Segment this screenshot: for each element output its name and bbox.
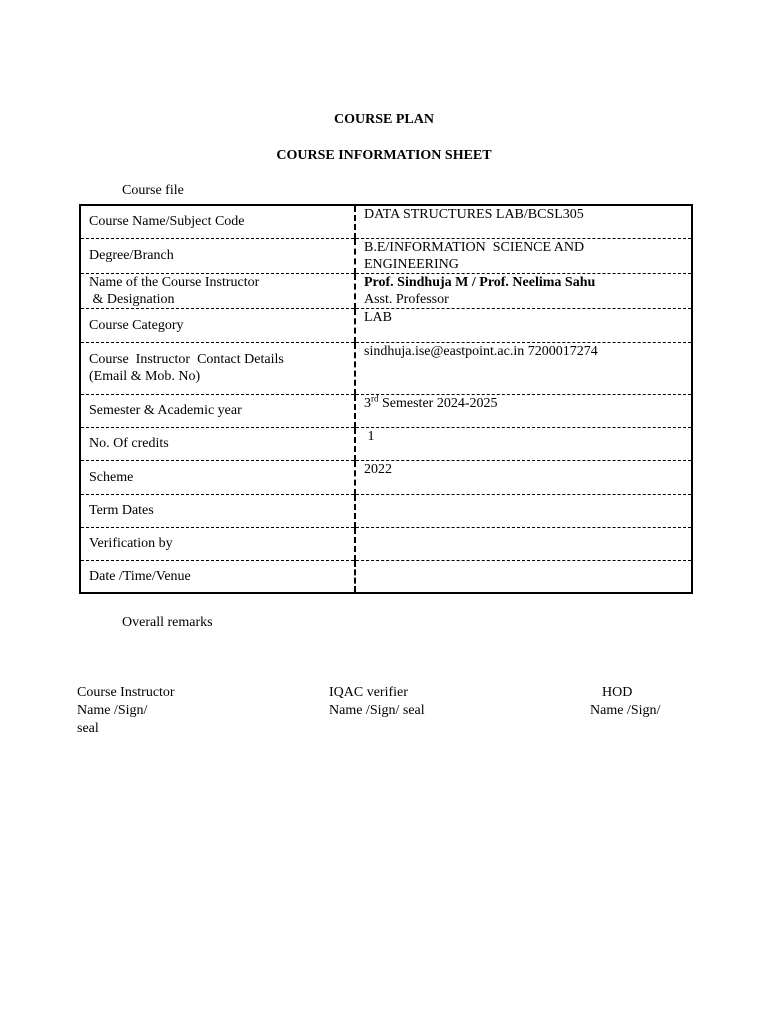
row-value-term-dates	[355, 494, 692, 527]
row-label-degree: Degree/Branch	[80, 238, 355, 273]
overall-remarks-label: Overall remarks	[122, 615, 213, 630]
instructor-designation: Asst. Professor	[364, 291, 449, 307]
table-row	[80, 427, 692, 460]
table-row	[80, 394, 692, 427]
row-label-category: Course Category	[80, 308, 355, 342]
row-value-course-name: DATA STRUCTURES LAB/BCSL305	[355, 205, 692, 238]
table-row	[80, 560, 692, 593]
contact-label-line-1: Course Instructor Contact Details	[89, 352, 284, 367]
row-value-degree	[355, 238, 692, 273]
row-label-contact	[80, 342, 355, 394]
row-label-credits: No. Of credits	[80, 427, 355, 460]
contact-label-line-2: (Email & Mob. No)	[89, 369, 201, 384]
table-row	[80, 205, 692, 238]
hod-signature-line-1: Name /Sign/	[590, 703, 661, 718]
row-value-category: LAB	[355, 308, 692, 342]
instructor-label-line-1: Name of the Course Instructor	[89, 274, 260, 290]
row-label-term-dates: Term Dates	[80, 494, 355, 527]
table-row	[80, 342, 692, 394]
row-value-contact: sindhuja.ise@eastpoint.ac.in 7200017274	[355, 342, 692, 394]
row-value-credits: 1	[355, 427, 692, 460]
course-info-table	[79, 204, 693, 594]
semester-number: 3	[364, 395, 371, 411]
row-label-scheme: Scheme	[80, 460, 355, 494]
semester-ordinal: rd	[371, 392, 379, 403]
iqac-signature-line-1: Name /Sign/ seal	[329, 703, 425, 718]
page-subtitle: COURSE INFORMATION SHEET	[276, 148, 492, 163]
row-value-venue	[355, 560, 692, 593]
hod-signature-title: HOD	[602, 685, 633, 700]
course-file-label: Course file	[122, 183, 184, 198]
row-label-venue: Date /Time/Venue	[80, 560, 355, 593]
row-label-verification: Verification by	[80, 527, 355, 560]
table-row	[80, 238, 692, 273]
instructor-signature-title: Course Instructor	[77, 685, 175, 700]
iqac-signature-title: IQAC verifier	[329, 685, 408, 700]
instructor-signature-line-2: seal	[77, 721, 99, 736]
row-value-instructor	[355, 273, 692, 308]
table-row	[80, 494, 692, 527]
table-row	[80, 527, 692, 560]
row-value-verification	[355, 527, 692, 560]
instructor-signature-line-1: Name /Sign/	[77, 703, 148, 718]
semester-text: Semester 2024-2025	[378, 395, 498, 411]
table-row	[80, 308, 692, 342]
degree-line-2: ENGINEERING	[364, 256, 459, 272]
row-label-instructor	[80, 273, 355, 308]
table-row	[80, 273, 692, 308]
instructor-names: Prof. Sindhuja M / Prof. Neelima Sahu	[364, 274, 596, 290]
row-label-semester: Semester & Academic year	[80, 394, 355, 427]
row-value-semester	[355, 394, 692, 427]
row-label-course-name: Course Name/Subject Code	[80, 205, 355, 238]
degree-line-1: B.E/INFORMATION SCIENCE AND	[364, 239, 585, 255]
instructor-label-line-2: & Designation	[89, 291, 175, 307]
table-row	[80, 460, 692, 494]
page-title: COURSE PLAN	[334, 112, 434, 127]
row-value-scheme: 2022	[355, 460, 692, 494]
